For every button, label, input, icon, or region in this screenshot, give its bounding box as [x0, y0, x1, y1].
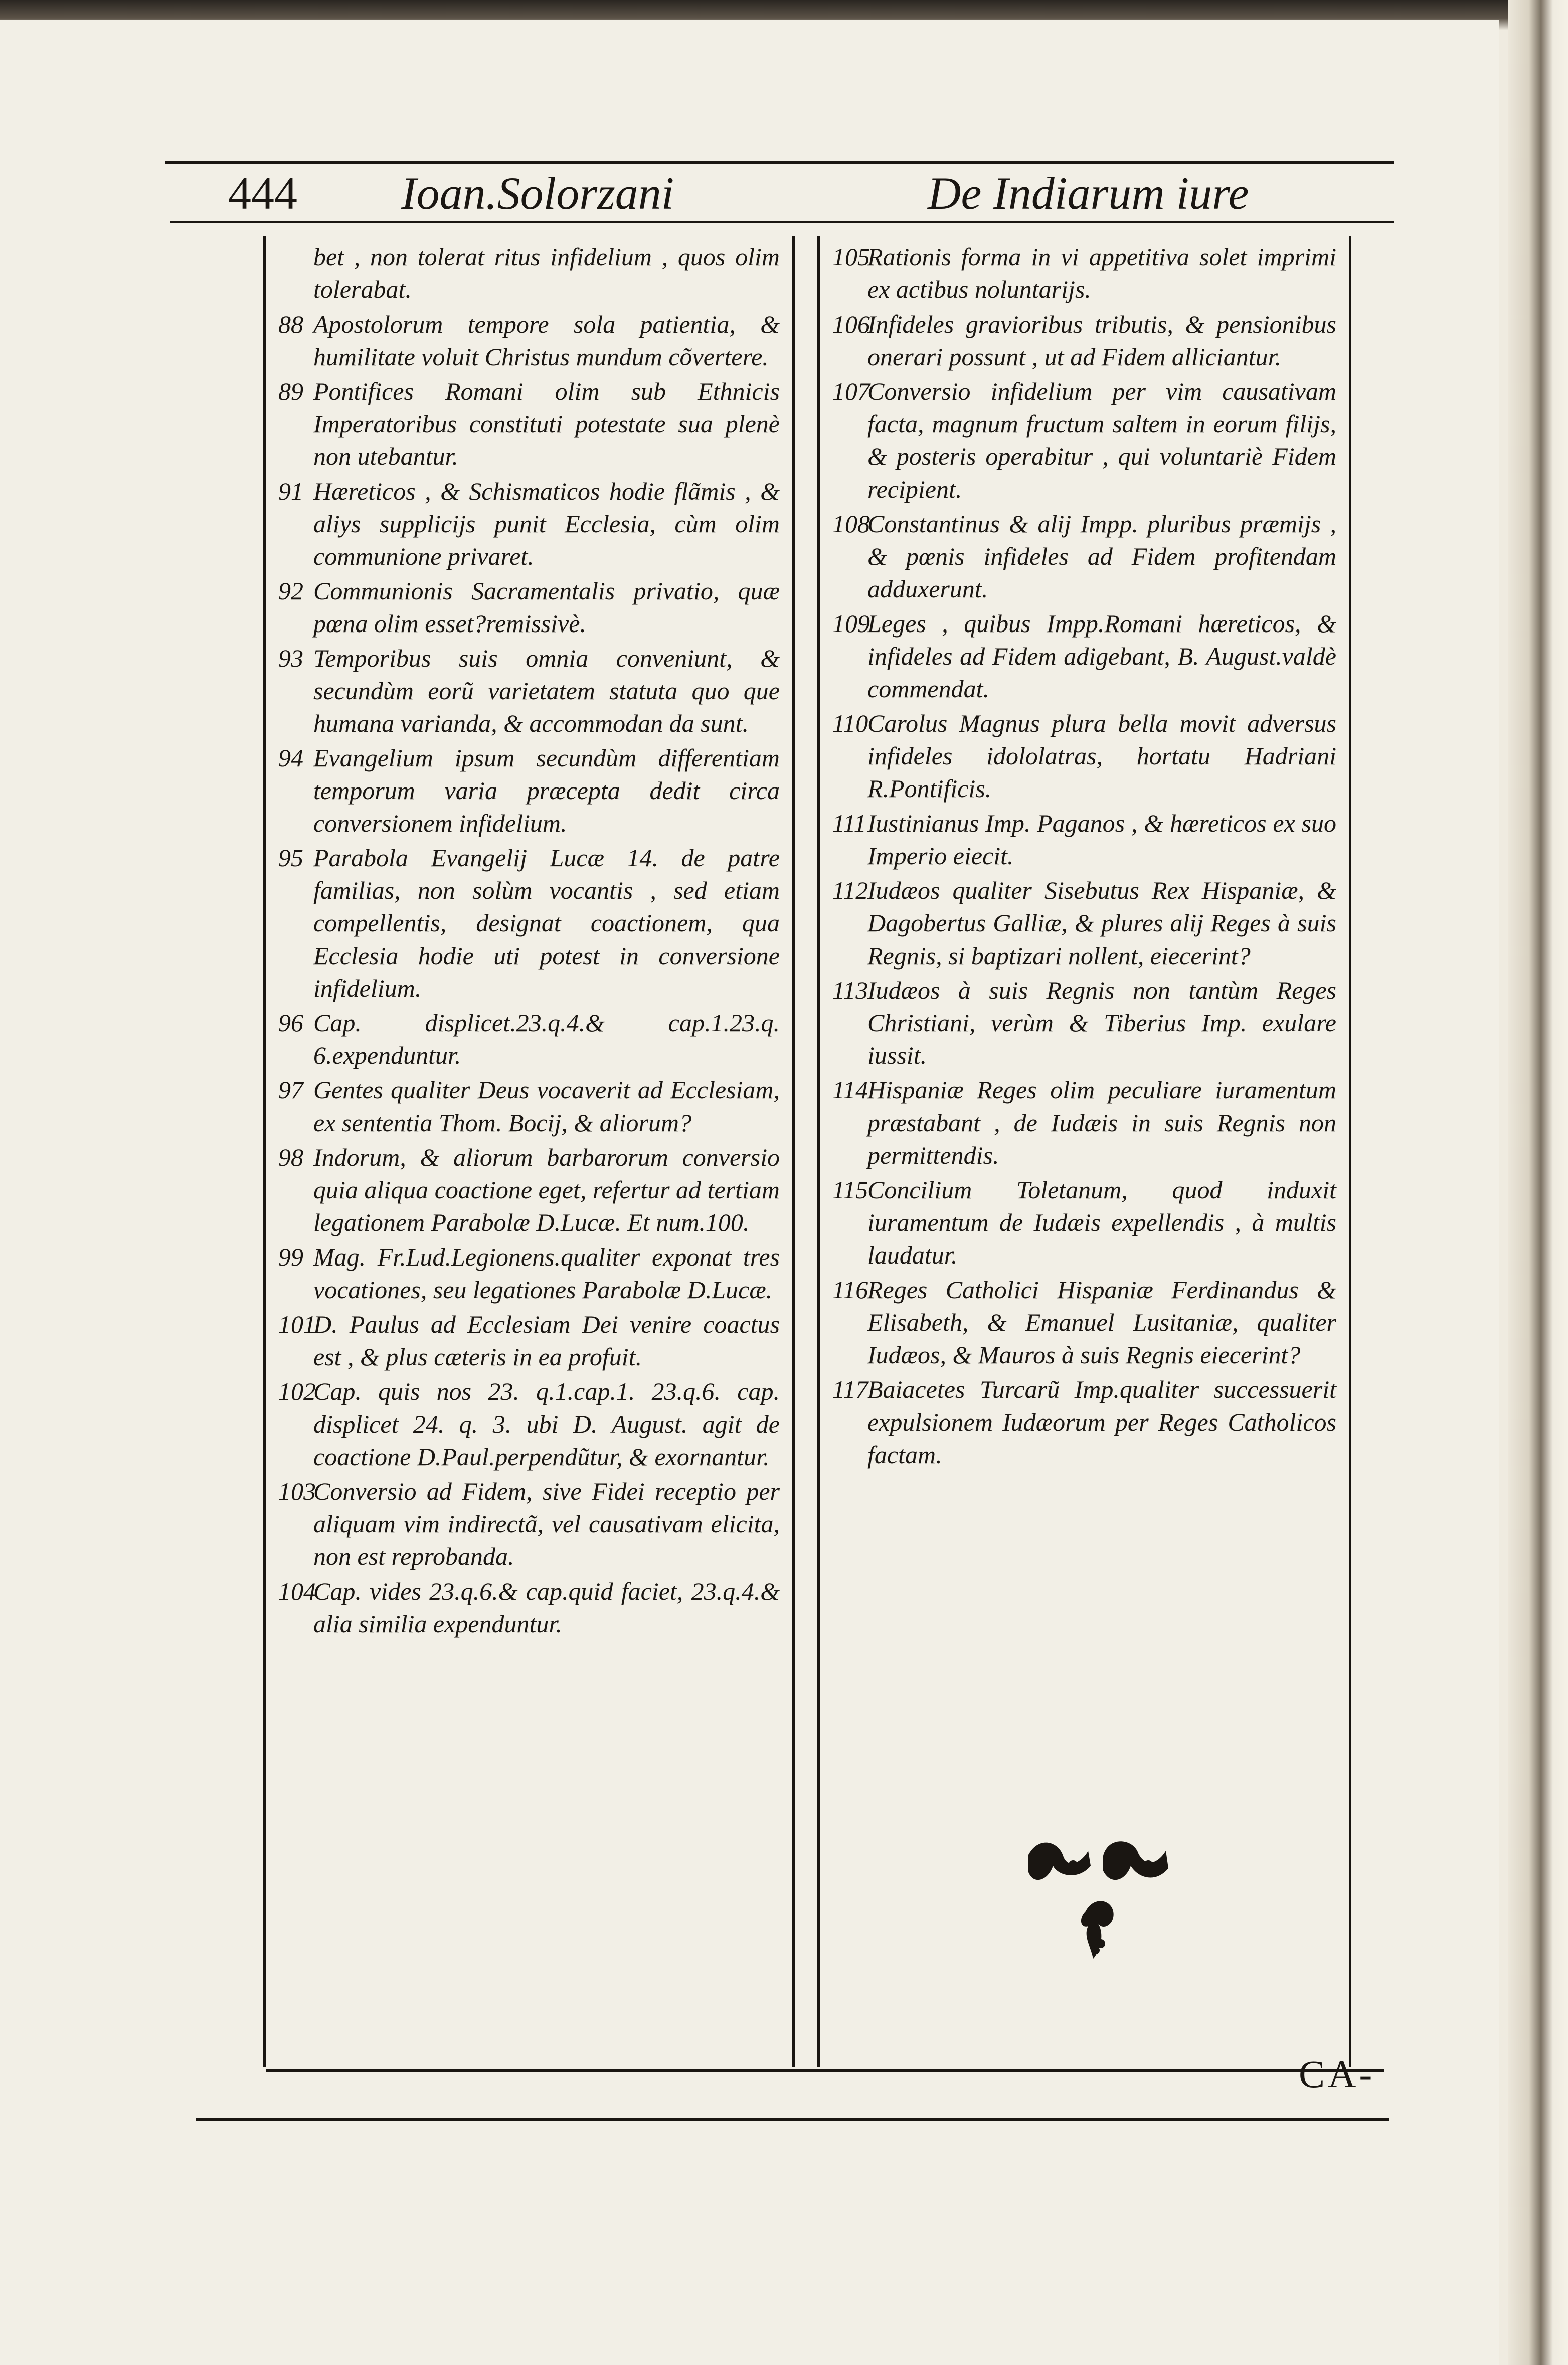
index-entry: 117Baiacetes Turcarũ Imp.qualiter successuerit expulsionem Iudæorum per Reges Catholicos factam. — [832, 1375, 1336, 1469]
header-rule-top — [165, 161, 1394, 164]
index-entry: 91 Hæreticos , & Schismaticos hodie flãmis , & aliys supplicijs punit Ecclesia, cùm olim communione privaret. — [278, 477, 780, 570]
index-entry: 95 Parabola Evangelij Lucæ 14. de patre familias, non solùm vocantis , sed etiam compellentis, designat coactionem, qua Ecclesia hodie uti potest in conversione infidelium. — [278, 844, 780, 1002]
index-entry: 104Cap. vides 23.q.6.& cap.quid faciet, 23.q.4.& alia similia expenduntur. — [278, 1577, 780, 1638]
index-entry: 88 Apostolorum tempore sola patientia, & humilitate voluit Christus mundum cõvertere. — [278, 310, 780, 371]
book-page-edge — [1508, 0, 1568, 2365]
index-entry: 111Iustinianus Imp. Paganos , & hæreticos ex suo Imperio eiecit. — [832, 809, 1336, 870]
header-rule-bottom — [170, 221, 1394, 223]
index-entry: 99 Mag. Fr.Lud.Legionens.qualiter exponat tres vocationes, seu legationes Parabolæ D.Lucæ. — [278, 1243, 780, 1304]
catchword: CA- — [1299, 2052, 1375, 2096]
index-entry: 108Constantinus & alij Impp. pluribus præmijs , & pœnis infideles ad Fidem profitendam adduxerunt. — [832, 510, 1336, 603]
index-entry: 96 Cap. displicet.23.q.4.& cap.1.23.q. 6.expenduntur. — [278, 1009, 780, 1069]
index-entry: 115Concilium Toletanum, quod induxit iuramentum de Iudæis expellendis , à multis laudatur. — [832, 1176, 1336, 1269]
index-entry: 107Conversio infidelium per vim causativam facta, magnum fructum saltem in eorum filijs, & posteris operabitur , qui voluntariè Fidem recipient. — [832, 377, 1336, 503]
page-number: 444 — [228, 168, 297, 219]
index-entry: 106Infideles gravioribus tributis, & pensionibus onerari possunt , ut ad Fidem alliciantur. — [832, 310, 1336, 371]
index-entry: 102Cap. quis nos 23. q.1.cap.1. 23.q.6. cap. displicet 24. q. 3. ubi D. August. agit de coactione D.Paul.perpendũtur, & exornantur. — [278, 1377, 780, 1471]
footer-rule — [196, 2118, 1389, 2121]
index-entry: 116Reges Catholici Hispaniæ Ferdinandus & Elisabeth, & Emanuel Lusitaniæ, qualiter Iudæos, & Mauros à suis Regnis eiecerint? — [832, 1276, 1336, 1369]
index-entry: 97 Gentes qualiter Deus vocaverit ad Ecclesiam, ex sententia Thom. Bocij, & aliorum? — [278, 1076, 780, 1137]
left-index-column — [278, 241, 780, 1642]
index-entry: 110Carolus Magnus plura bella movit adversus infideles idololatras, hortatu Hadriani R.Pontificis. — [832, 709, 1336, 803]
index-entry: 101D. Paulus ad Ecclesiam Dei venire coactus est , & plus cæteris in ea profuit. — [278, 1310, 780, 1371]
fleuron-ornament-icon — [1023, 1836, 1173, 1966]
index-entry: 114Hispaniæ Reges olim peculiare iuramentum præstabant , de Iudæis in suis Regnis non permittendis. — [832, 1076, 1336, 1169]
index-entry: bet , non tolerat ritus infidelium , quos olim tolerabat. — [313, 243, 780, 303]
index-entry: 92 Communionis Sacramentalis privatio, quæ pœna olim esset?remissivè. — [278, 577, 780, 638]
right-index-column — [832, 241, 1336, 1473]
index-entry: 93 Temporibus suis omnia conveniunt, & secundùm eorũ varietatem statuta quo que humana varianda, & accommodan da sunt. — [278, 644, 780, 737]
index-entry: 98 Indorum, & aliorum barbarorum conversio quia aliqua coactione eget, refertur ad tertiam legationem Parabolæ D.Lucæ. Et num.100. — [278, 1143, 780, 1236]
running-head-author: Ioan.Solorzani — [401, 168, 674, 219]
index-entry: 94 Evangelium ipsum secundùm differentiam temporum varia præcepta dedit circa conversionem infidelium. — [278, 744, 780, 837]
running-head-title: De Indiarum iure — [928, 168, 1249, 219]
index-entry: 89 Pontifices Romani olim sub Ethnicis Imperatoribus constituti potestate sua plenè non utebantur. — [278, 377, 780, 470]
index-entry: 103Conversio ad Fidem, sive Fidei receptio per aliquam vim indirectã, vel causativam elicita, non est reprobanda. — [278, 1477, 780, 1570]
bottom-rule — [266, 2069, 1384, 2072]
index-entry: 109Leges , quibus Impp.Romani hæreticos, & infideles ad Fidem adigebant, B. August.valdè commendat. — [832, 609, 1336, 703]
index-entry: 112Iudæos qualiter Sisebutus Rex Hispaniæ, & Dagobertus Galliæ, & plures alij Reges à suis Regnis, si baptizari nollent, eiecerint? — [832, 876, 1336, 970]
index-entry: 113Iudæos à suis Regnis non tantùm Reges Christiani, verùm & Tiberius Imp. exulare iussit. — [832, 976, 1336, 1069]
index-entry: 105Rationis forma in vi appetitiva solet imprimi ex actibus noluntarijs. — [832, 243, 1336, 303]
